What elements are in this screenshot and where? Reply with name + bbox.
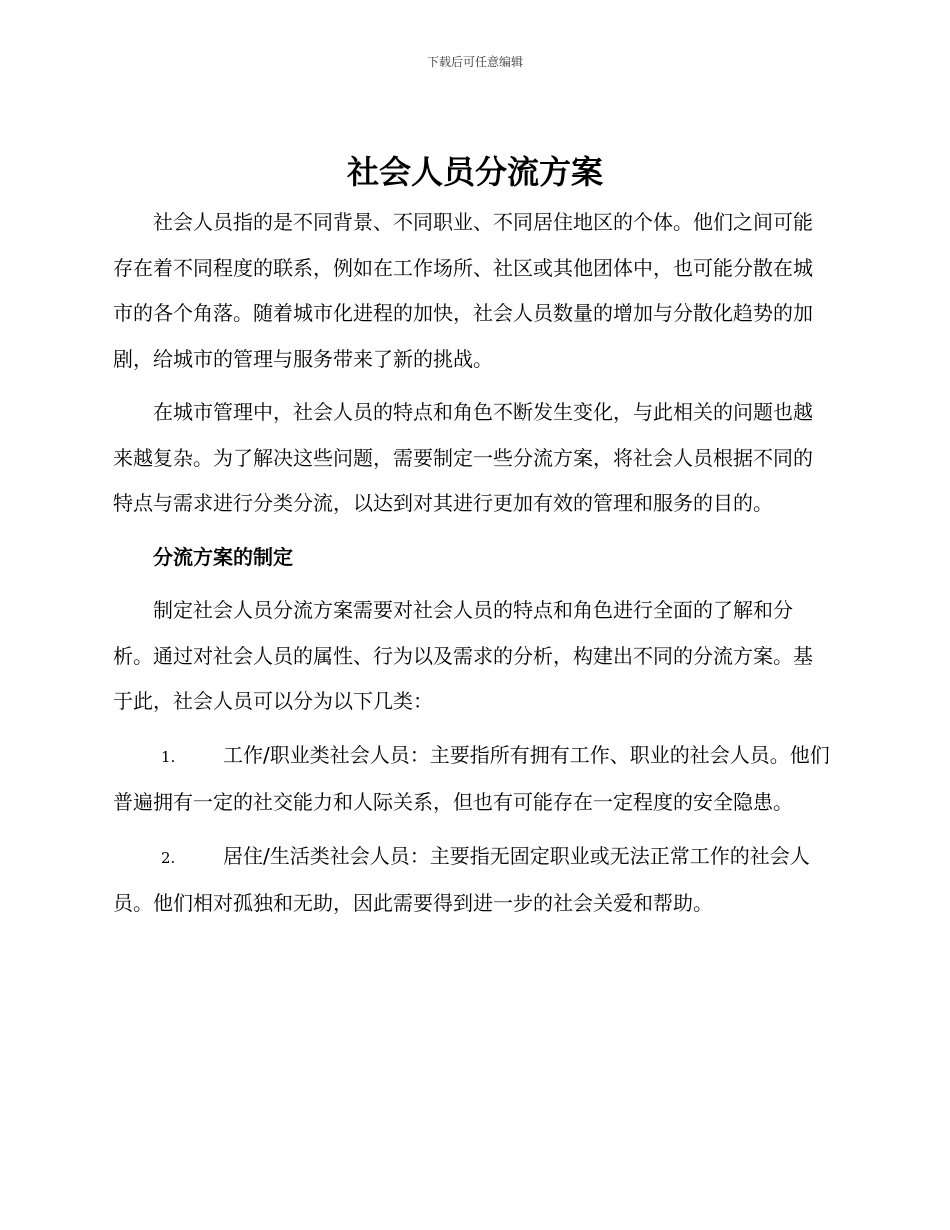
section-heading: 分流方案的制定: [153, 544, 293, 569]
list-item: [113, 733, 831, 826]
document-body: [113, 200, 831, 935]
paragraph: 社会人员指的是不同背景、不同职业、不同居住地区的个体。他们之间可能存在着不同程度的联系，例如在工作场所、社区或其他团体中，也可能分散在城市的各个角落。随着城市化进程的加快，社会人员数量的增加与分散化趋势的加剧，给城市的管理与服务带来了新的挑战。: [113, 210, 813, 371]
list-item-text: 居住/生活类社会人员：主要指无固定职业或无法正常工作的社会人员。他们相对孤独和无助，因此需要得到进一步的社会关爱和帮助。: [113, 843, 810, 915]
list-item-number: 2.: [161, 848, 176, 867]
list-item-text: 工作/职业类社会人员：主要指所有拥有工作、职业的社会人员。他们普遍拥有一定的社交能力和人际关系，但也有可能存在一定程度的安全隐患。: [113, 742, 830, 814]
list-item-number: 1.: [161, 747, 176, 766]
paragraph: 在城市管理中，社会人员的特点和角色不断发生变化，与此相关的问题也越来越复杂。为了解决这些问题，需要制定一些分流方案，将社会人员根据不同的特点与需求进行分类分流，以达到对其进行更加有效的管理和服务的目的。: [113, 400, 813, 515]
page-header-note: 下载后可任意编辑: [426, 55, 523, 69]
document-title: 社会人员分流方案: [346, 153, 603, 191]
section-paragraph: 制定社会人员分流方案需要对社会人员的特点和角色进行全面的了解和分析。通过对社会人员的属性、行为以及需求的分析，构建出不同的分流方案。基于此，社会人员可以分为以下几类：: [113, 598, 813, 713]
list-item: [113, 834, 831, 927]
